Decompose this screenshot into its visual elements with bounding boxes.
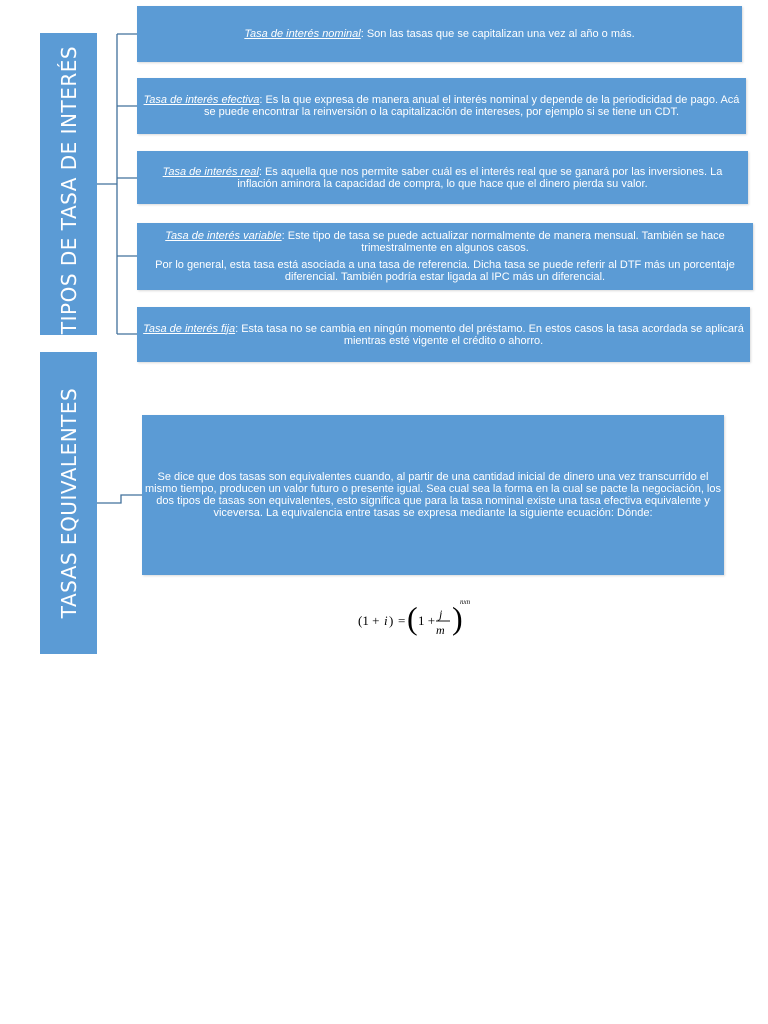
- formula-lhs-var: i: [384, 613, 388, 628]
- bracket-equivalentes: [97, 495, 142, 503]
- box-tasa-fija: [137, 307, 750, 362]
- term-tasa-efectiva: Tasa de interés efectiva: [143, 94, 260, 106]
- section-title-tipos-text: TIPOS DE TASA DE INTERÉS: [56, 45, 81, 335]
- term-tasa-nominal: Tasa de interés nominal: [244, 28, 361, 40]
- formula-equals: =: [398, 613, 406, 628]
- box-tasa-nominal-text: [244, 28, 634, 40]
- box-tasas-equivalentes: [142, 415, 724, 575]
- box-tasa-efectiva: [137, 78, 746, 134]
- desc-tasa-real: : Es aquella que nos permite saber cuál es el interés real que se ganará por las inversiones. La inflación aminora la capacidad de compra, lo que hace que el dinero pierda su valor.: [237, 165, 723, 190]
- desc-tasa-fija: : Esta tasa no se cambia en ningún momento del préstamo. En estos casos la tasa acordada se aplicará mientras esté vigente el crédito o ahorro.: [235, 322, 744, 347]
- box-tasa-real: [137, 151, 748, 204]
- term-tasa-fija: Tasa de interés fija: [143, 322, 236, 335]
- term-tasa-real: Tasa de interés real: [162, 165, 259, 178]
- equivalence-formula: [356, 594, 476, 650]
- term-tasa-variable: Tasa de interés variable: [165, 230, 282, 242]
- formula-numerator: j: [439, 607, 443, 621]
- formula-lhs-open: (1 +: [358, 613, 380, 628]
- formula-rhs-one: 1 +: [418, 613, 436, 628]
- section-title-tipos: [40, 33, 97, 335]
- box-tasa-real-text: [141, 166, 744, 190]
- formula-big-paren-close: ): [452, 600, 463, 636]
- bracket-tipos: [97, 34, 137, 334]
- formula-exponent: nxn: [460, 598, 471, 606]
- box-tasa-variable: [137, 223, 753, 290]
- desc-tasa-nominal: : Son las tasas que se capitalizan una vez al año o más.: [360, 28, 635, 40]
- box-tasa-nominal: [137, 6, 742, 62]
- box-tasa-efectiva-text: [141, 94, 742, 118]
- formula-denominator: m: [436, 623, 445, 637]
- section-title-equivalentes-text: TASAS EQUIVALENTES: [56, 387, 81, 619]
- formula-big-paren-open: (: [407, 600, 418, 636]
- desc-tasas-equivalentes: Se dice que dos tasas son equivalentes cuando, al partir de una cantidad inicial de dinero una vez transcurrido el mismo tiempo, producen un valor futuro o presente igual. Sea cual sea la forma en la cual se pacte la negociación, los dos tipos de tasas son equivalentes, esto significa que para la tasa nominal existe una tasa efectiva equivalente y viceversa. La equivalencia entre tasas se expresa mediante la siguiente ecuación: Dónde:: [145, 471, 721, 519]
- section-title-equivalentes: [40, 352, 97, 654]
- formula-lhs-close: ): [389, 613, 394, 628]
- desc-tasa-efectiva: : Es la que expresa de manera anual el interés nominal y depende de la periodicidad de pago. Acá se puede encontrar la reinversión o la capitalización de intereses, por ejemplo si se tiene un CDT.: [203, 94, 740, 118]
- box-tasa-variable-text: [141, 230, 749, 254]
- box-tasa-fija-text: [141, 323, 746, 347]
- desc-tasa-variable: : Este tipo de tasa se puede actualizar normalmente de manera mensual. También se hace trimestralmente en algunos casos.: [281, 230, 725, 254]
- desc-tasa-variable-extra: Por lo general, esta tasa está asociada a una tasa de referencia. Dicha tasa se puede referir al DTF más un porcentaje diferencial. También podría estar ligada al IPC más un diferencial.: [155, 259, 735, 283]
